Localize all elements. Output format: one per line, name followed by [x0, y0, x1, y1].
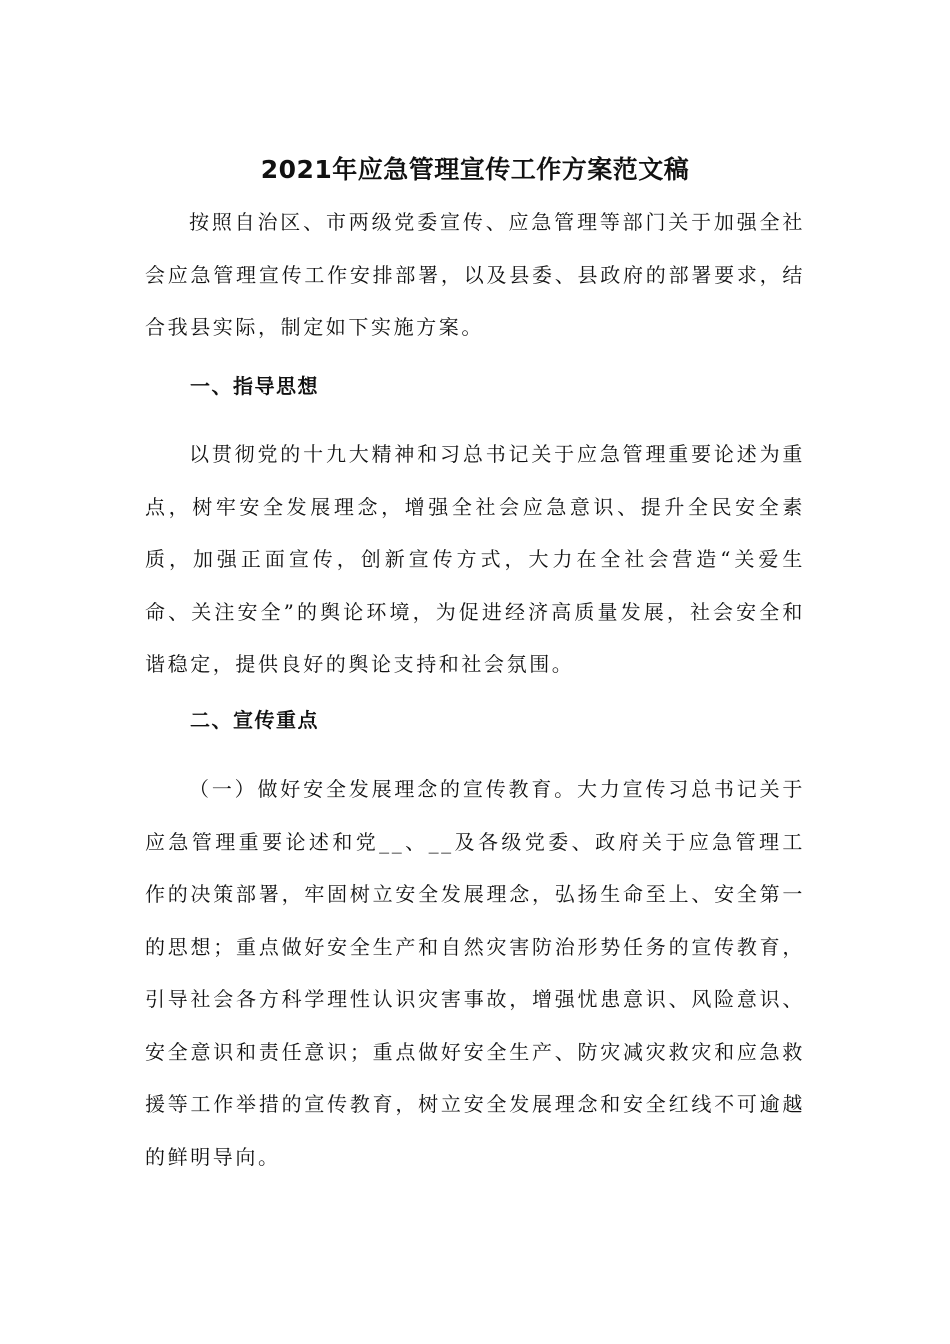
document-title: 2021年应急管理宣传工作方案范文稿 — [260, 154, 690, 184]
section-heading-guiding-thought: 一、指导思想 — [190, 374, 319, 398]
section-paragraph-guiding-thought: 以贯彻党的十九大精神和习总书记关于应急管理重要论述为重点，树牢安全发展理念，增强全社会应急意识、提升全民安全素质，加强正面宣传，创新宣传方式，大力在全社会营造“关爱生命、关注安全”的舆论环境，为促进经济高质量发展，社会安全和谐稳定，提供良好的舆论支持和社会氛围。 — [145, 442, 805, 676]
section-paragraph-publicity-focus: （一）做好安全发展理念的宣传教育。大力宣传习总书记关于应急管理重要论述和党__、__及各级党委、政府关于应急管理工作的决策部署，牢固树立安全发展理念，弘扬生命至上、安全第一的思想；重点做好安全生产和自然灾害防治形势任务的宣传教育，引导社会各方科学理性认识灾害事故，增强忧患意识、风险意识、安全意识和责任意识；重点做好安全生产、防灾减灾救灾和应急救援等工作举措的宣传教育，树立安全发展理念和安全红线不可逾越的鲜明导向。 — [145, 777, 805, 1169]
section-heading-publicity-focus: 二、宣传重点 — [190, 708, 319, 732]
intro-paragraph: 按照自治区、市两级党委宣传、应急管理等部门关于加强全社会应急管理宣传工作安排部署，以及县委、县政府的部署要求，结合我县实际，制定如下实施方案。 — [145, 210, 805, 339]
